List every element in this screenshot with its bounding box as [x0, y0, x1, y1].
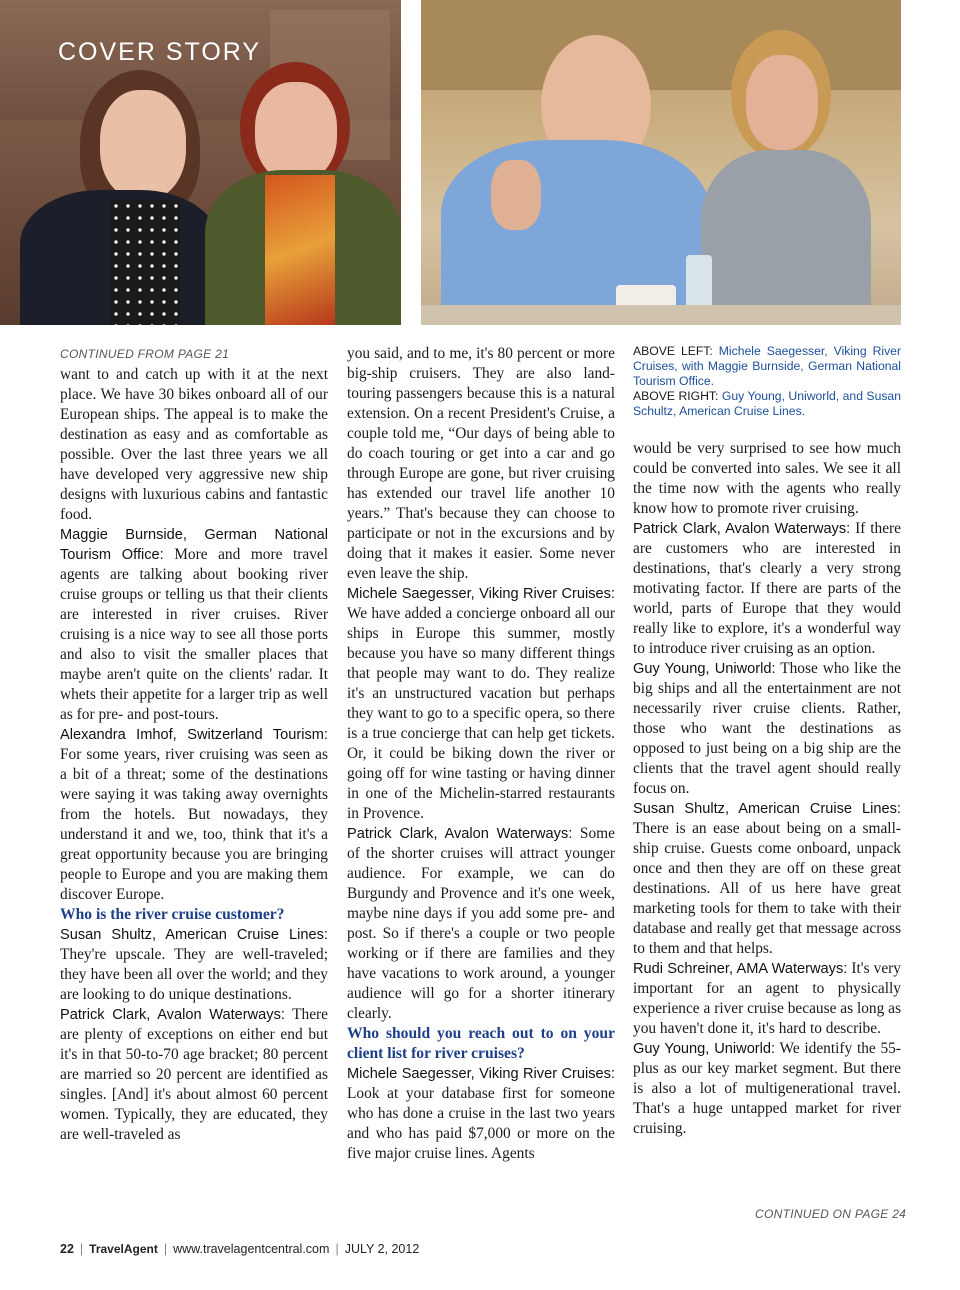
paragraph-text: Look at your database first for someone who has done a cruise in the last two years and who has paid $7,000 or more on the five major cruise lines. Agents	[347, 1085, 615, 1162]
continued-on: CONTINUED ON PAGE 24	[755, 1207, 907, 1221]
paragraph-text: you said, and to me, it's 80 percent or more big-ship cruisers. They are also land-touring passengers because this is a natural extension. On a recent President's Cruise, a couple told me, “Our days of being able to do coach touring or get into a car and go through Europe are gone, but river cruising has extended our travel life another 10 years.” That's because they can choose to participate or not in the excursions and by doing that it makes it easier. Some never even leave the ship.	[347, 345, 615, 582]
article-column-1	[60, 344, 328, 1145]
speaker-name: Patrick Clark, Avalon Waterways:	[60, 1007, 285, 1023]
page-footer	[60, 1242, 419, 1256]
speaker-name: Susan Shultz, American Cruise Lines:	[60, 927, 328, 943]
question-heading: Who should you reach out to on your client list for river cruises?	[347, 1025, 615, 1062]
divider: |	[335, 1242, 339, 1256]
paragraph	[347, 824, 615, 1024]
continued-from: CONTINUED FROM PAGE 21	[60, 347, 230, 361]
paragraph-text: For some years, river cruising was seen as a bit of a threat; some of the destinations were saying it was taking away overnights from the hotels. But nowadays, they understand it and we, too, think that it's a great opportunity because you are bringing people to Europe and you are making them discover Europe.	[60, 746, 328, 903]
patterned-top	[110, 200, 180, 325]
paragraph-text: They're upscale. They are well-traveled; they have been all over the world; and they are looking to do unique destinations.	[60, 946, 328, 1003]
speaker-name: Michele Saegesser, Viking River Cruises:	[347, 1066, 615, 1082]
paragraph	[633, 1039, 901, 1139]
paragraph	[633, 959, 901, 1039]
paragraph	[347, 344, 615, 584]
paragraph-text: would be very surprised to see how much could be converted into sales. We see it all the time now with the agents who really know how to promote river cruising.	[633, 440, 901, 517]
face-shape	[100, 90, 186, 200]
article-column-2	[347, 344, 615, 1164]
paragraph	[347, 584, 615, 824]
paragraph	[633, 519, 901, 659]
question-heading: Who is the river cruise customer?	[60, 906, 285, 923]
speaker-name: Maggie Burnside, German National Tourism Office:	[60, 527, 328, 563]
speaker-name: Rudi Schreiner, AMA Waterways:	[633, 961, 848, 977]
paragraph	[633, 659, 901, 799]
issue-date: JULY 2, 2012	[344, 1242, 420, 1256]
paragraph	[60, 925, 328, 1005]
caption-text: Guy Young, Uniworld, and Susan Schultz, American Cruise Lines.	[633, 389, 901, 418]
paragraph	[60, 525, 328, 725]
speaker-name: Guy Young, Uniworld:	[633, 661, 776, 677]
scarf-shape	[265, 175, 335, 325]
page-number: 22	[60, 1242, 74, 1256]
caption-above-left	[633, 344, 901, 389]
divider: |	[79, 1242, 84, 1256]
caption-label: ABOVE LEFT:	[633, 344, 713, 358]
face-shape	[255, 82, 337, 182]
site-url: www.travelagentcentral.com	[173, 1242, 330, 1256]
hand-shape	[491, 160, 541, 230]
paragraph-text: There are plenty of exceptions on either end but it's in that 50-to-70 age bracket; 80 percent are married so 20 percent are identified as singles. [And] it's about almost 60 percent women. Typically, they are educated, they are well-traveled as	[60, 1006, 328, 1143]
caption-text: Michele Saegesser, Viking River Cruises, with Maggie Burnside, German National Tourism Office.	[633, 344, 902, 388]
paragraph	[633, 439, 901, 519]
paragraph-text: Those who like the big ships and all the entertainment are not necessarily river cruise clients. Rather, those who want the destinations as opposed to just being on a big ship are the clients that the travel agent should really focus on.	[633, 660, 901, 797]
speaker-name: Guy Young, Uniworld:	[633, 1041, 776, 1057]
caption-above-right	[633, 389, 901, 419]
paragraph	[347, 1064, 615, 1164]
paragraph	[60, 365, 328, 525]
table-shape	[421, 305, 901, 325]
paragraph-text: More and more travel agents are talking about booking river cruise groups or telling us that their clients are interested in river cruises. River cruising is a nice way to see all those ports and also to visit the smaller places that maybe aren't quite on the clients' radar. It whets their appetite for a larger trip as well as for pre- and post-tours.	[60, 546, 328, 723]
speaker-name: Patrick Clark, Avalon Waterways:	[347, 826, 573, 842]
speaker-name: Michele Saegesser, Viking River Cruises:	[347, 586, 615, 602]
paragraph-text: There is an ease about being on a small-ship cruise. Guests come onboard, unpack once and then they are off on these great destinations. All of us here have great marketing tools for them to take with their database and really get that message across to them and that helps.	[633, 820, 901, 957]
speaker-name: Patrick Clark, Avalon Waterways:	[633, 521, 851, 537]
photo-captions	[633, 344, 901, 419]
paragraph	[60, 725, 328, 905]
speaker-name: Alexandra Imhof, Switzerland Tourism:	[60, 727, 328, 743]
photo-right	[421, 0, 901, 325]
speaker-name: Susan Shultz, American Cruise Lines:	[633, 801, 901, 817]
face-shape	[746, 55, 818, 150]
paragraph-text: want to and catch up with it at the next place. We have 30 bikes onboard all of our European ships. The appeal is to make the destination as easy and as comfortable as possible. Over the last three years we all have developed very aggressive new ship designs with luxurious cabins and fantastic food.	[60, 366, 328, 523]
paragraph-text: If there are customers who are interested in destinations, that's clearly a very strong motivating factor. If there are parts of the world, parts of Europe that they would really like to explore, it's a wonderful way to introduce river cruising as an option.	[633, 520, 901, 657]
section-label: COVER STORY	[58, 38, 262, 66]
paragraph-text: It's very important for an agent to physically experience a river cruise because as long as you haven't done it, it's hard to describe.	[633, 960, 901, 1037]
paragraph-text: We have added a concierge onboard all our ships in Europe this summer, mostly because you have so many different things that people may want to do. They realize it's an unstructured vacation but perhaps they want to go to a specific opera, so there is a true concierge that can help get tickets. Or, it could be biking down the river or going off for wine tasting or having dinner in one of the Michelin-starred restaurants in Provence.	[347, 605, 615, 822]
paragraph	[60, 1005, 328, 1145]
jacket-shape	[701, 150, 871, 325]
caption-label: ABOVE RIGHT:	[633, 389, 719, 403]
divider: |	[163, 1242, 168, 1256]
brand-name: TravelAgent	[89, 1242, 158, 1256]
paragraph-text: We identify the 55-plus as our key market segment. But there is also a lot of multigenerational travel. That's a huge untapped market for river cruising.	[633, 1040, 901, 1137]
article-column-3	[633, 344, 901, 1139]
paragraph	[633, 799, 901, 959]
paragraph-text: Some of the shorter cruises will attract younger audience. For example, we can do Burgundy and Provence and it's one week, maybe nine days if you add some pre- and post. So if there's a couple or two people working or if there are families and they have vacations to work around, a younger audience will go for a shorter itinerary clearly.	[347, 825, 615, 1022]
